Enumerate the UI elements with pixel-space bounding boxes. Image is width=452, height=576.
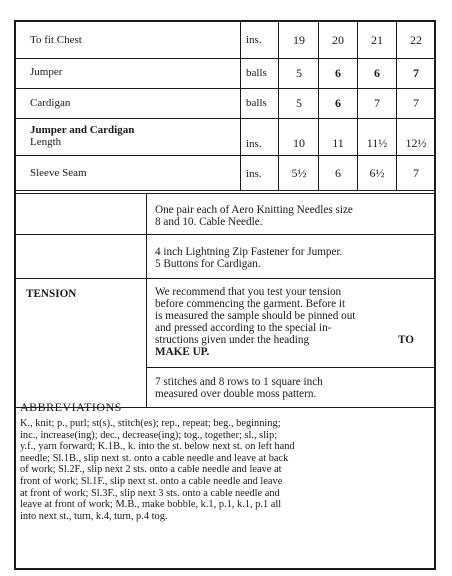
left-column-divider xyxy=(146,193,147,407)
row-divider xyxy=(14,118,436,119)
needles-line2: 8 and 10. Cable Needle. xyxy=(155,216,263,228)
row-label-sleeve: Sleeve Seam xyxy=(30,167,87,179)
zip-line2: 5 Buttons for Cardigan. xyxy=(155,258,261,270)
tension-line: structions given under the heading xyxy=(155,334,310,346)
row-label-chest: To fit Chest xyxy=(30,34,82,46)
table-bottom-line xyxy=(14,190,436,191)
tension-heading: TENSION xyxy=(26,288,77,300)
tension-line: We recommend that you test your tension xyxy=(155,286,342,298)
tension-ref-makeup: MAKE UP. xyxy=(155,346,210,358)
cell-value: 11½ xyxy=(366,136,388,150)
stitch-line2: measured over double moss pattern. xyxy=(155,388,317,400)
row-divider xyxy=(14,58,436,59)
cell-value: 7 xyxy=(374,96,380,110)
abbr-line: leave at front of work; M.B., make bobble, k.1, p.1, k.1, p.1 all xyxy=(20,499,282,511)
row-label-length: Jumper and Cardigan xyxy=(30,124,135,136)
cell-value: 6 xyxy=(335,66,341,80)
cell-value: 20 xyxy=(332,33,344,47)
column-divider xyxy=(240,20,241,190)
row-unit: balls xyxy=(246,97,267,109)
zip-line1: 4 inch Lightning Zip Fastener for Jumper. xyxy=(155,246,343,258)
cell-value: 5 xyxy=(296,96,302,110)
cell-value: 7 xyxy=(413,166,419,180)
abbr-line: of work; Sl.2F., slip next 2 sts. onto a cable needle and leave at xyxy=(20,464,282,476)
table-top-line xyxy=(14,20,436,21)
abbr-line: y.f., yarn forward; K.1B., k. into the st. below next st. on left hand xyxy=(20,441,295,453)
abbr-line: K., knit; p., purl; st(s)., stitch(es); rep., repeat; beg., beginning; xyxy=(20,418,281,429)
cell-value: 6 xyxy=(335,166,341,180)
cell-value: 5½ xyxy=(291,166,307,180)
abbr-line: needle; Sl.1B., slip next st. onto a cable needle and leave at back xyxy=(20,452,289,464)
cell-value: 6 xyxy=(335,96,341,110)
row-label-jumper: Jumper xyxy=(30,66,63,78)
row-unit: balls xyxy=(246,67,267,79)
cell-value: 19 xyxy=(293,33,305,47)
section-divider xyxy=(14,193,436,194)
cell-value: 7 xyxy=(413,66,419,80)
abbr-line: inc., increase(ing); dec., decrease(ing); tog., together; sl., slip; xyxy=(20,429,278,441)
section-divider xyxy=(14,278,436,279)
section-divider xyxy=(14,234,436,235)
row-divider xyxy=(14,155,436,156)
cell-value: 5 xyxy=(296,66,302,80)
section-divider xyxy=(146,367,436,368)
cell-value: 22 xyxy=(410,33,422,47)
cell-value: 6½ xyxy=(369,166,385,180)
tension-line: and pressed according to the special in- xyxy=(155,322,332,334)
tension-line: before commencing the garment. Before it xyxy=(155,298,346,310)
tension-line: is measured the sample should be pinned out xyxy=(155,310,356,322)
abbreviations-title: ABBREVIATIONS xyxy=(20,400,122,414)
row-label-length-sub: Length xyxy=(30,136,62,148)
cell-value: 7 xyxy=(413,96,419,110)
cell-value: 11 xyxy=(332,136,344,150)
stitch-line1: 7 stitches and 8 rows to 1 square inch xyxy=(155,376,323,388)
abbr-line: at front of work; Sl.3F., slip next 3 sts. onto a cable needle and xyxy=(20,487,280,499)
row-unit: ins. xyxy=(246,168,262,180)
abbreviations-text xyxy=(20,418,415,522)
tension-ref-to: TO xyxy=(398,334,414,346)
cell-value: 21 xyxy=(371,33,383,47)
needles-line1: One pair each of Aero Knitting Needles size xyxy=(155,204,353,216)
abbr-line: into next st., turn, k.4, turn, p.4 tog. xyxy=(20,510,168,522)
row-label-cardigan: Cardigan xyxy=(30,97,71,109)
row-unit: ins. xyxy=(246,138,262,150)
cell-value: 6 xyxy=(374,66,380,80)
abbr-line: front of work; Sl.1F., slip next st. onto a cable needle and leave xyxy=(20,475,283,487)
row-divider xyxy=(14,88,436,89)
cell-value: 12½ xyxy=(405,136,427,150)
row-unit: ins. xyxy=(246,34,262,46)
cell-value: 10 xyxy=(293,136,305,150)
